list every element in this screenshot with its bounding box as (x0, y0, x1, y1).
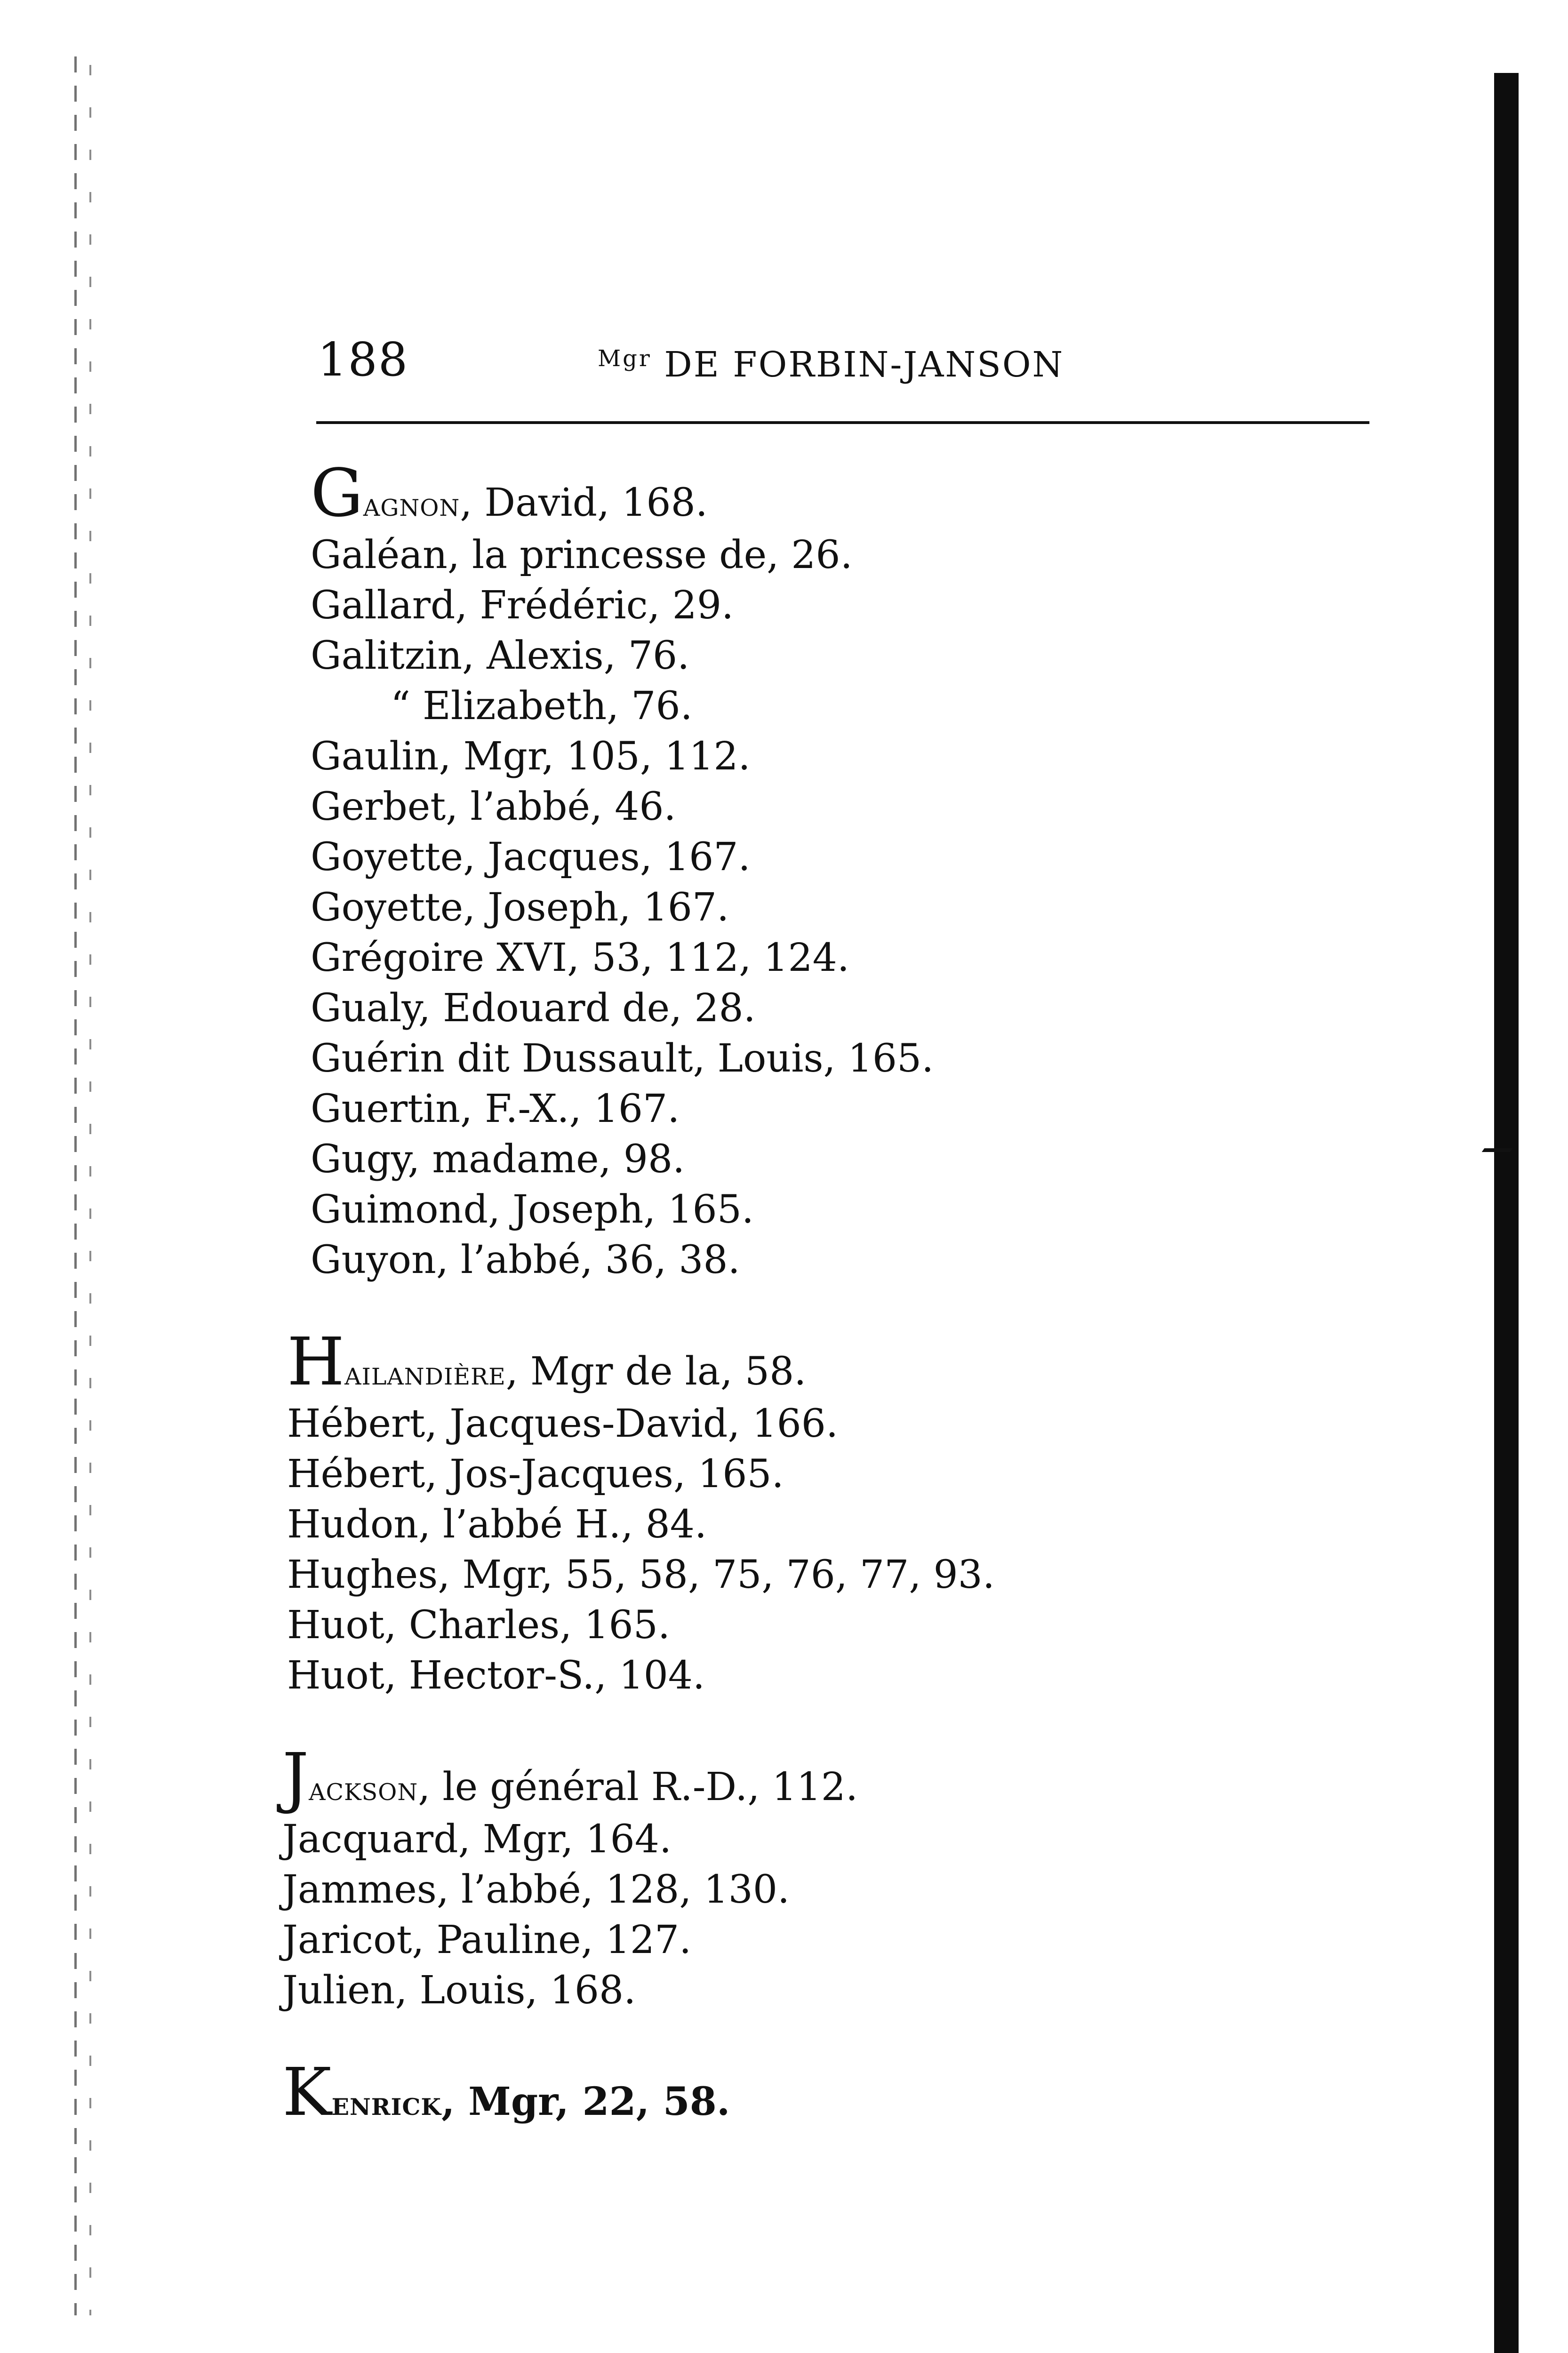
index-section-h (282, 1324, 1459, 1701)
index-entry: Guimond, Joseph, 165. (311, 1187, 754, 1232)
section-gap (282, 1701, 1459, 1753)
index-entry: Gualy, Edouard de, 28. (311, 986, 756, 1031)
index-entry: Galéan, la princesse de, 26. (311, 533, 853, 577)
section-gap (282, 1285, 1459, 1337)
section-gap (282, 2016, 1459, 2067)
index-entry: Grégoire XVI, 53, 112, 124. (311, 936, 849, 980)
index-entry: Goyette, Jacques, 167. (311, 835, 751, 880)
index-entry: Julien, Louis, 168. (282, 1968, 636, 2013)
lead-rest: , Mgr, 22, 58. (441, 2079, 730, 2124)
lead-small-caps: enrick (331, 2084, 441, 2123)
lead-small-caps: agnon (363, 485, 460, 524)
section-initial: J (282, 1739, 309, 1816)
lead-small-caps: ailandière (344, 1354, 506, 1393)
index-entry: Jacquard, Mgr, 164. (282, 1817, 672, 1862)
index-entry: Gaulin, Mgr, 105, 112. (311, 734, 751, 779)
index-entry: Galitzin, Alexis, 76. (311, 633, 690, 678)
index-entry-lead (282, 455, 1459, 532)
lead-rest: , David, 168. (460, 480, 708, 525)
running-title-text: DE FORBIN-JANSON (664, 344, 1064, 385)
index-entry: Hughes, Mgr, 55, 58, 75, 76, 77, 93. (287, 1553, 995, 1597)
index-entry: Huot, Charles, 165. (287, 1603, 670, 1648)
section-initial: H (287, 1324, 345, 1401)
index-section-j (282, 1739, 1459, 2016)
index-entry: Hébert, Jos-Jacques, 165. (287, 1452, 784, 1497)
index-section-k (282, 2054, 1459, 2131)
scan-left-edge (71, 56, 99, 2315)
index-entry: Gallard, Frédéric, 29. (311, 583, 734, 628)
index-entry: Gerbet, l’abbé, 46. (311, 784, 676, 829)
running-title (598, 344, 1064, 385)
lead-small-caps: ackson (309, 1769, 418, 1808)
scan-right-binding-shadow (1494, 73, 1519, 2353)
index-entry-continuation: “ Elizabeth, 76. (391, 684, 693, 728)
header-rule (316, 421, 1369, 424)
index-section-g (282, 455, 1459, 1285)
index-entry-lead (282, 1739, 1459, 1816)
index-entry-lead (282, 2054, 1459, 2131)
index-entry-lead (282, 1324, 1459, 1401)
page-number: 188 (318, 333, 409, 387)
section-initial: K (282, 2054, 332, 2131)
index-entry: Jammes, l’abbé, 128, 130. (282, 1867, 790, 1912)
running-title-prefix: Mgr (598, 345, 652, 372)
index-entry: Huot, Hector-S., 104. (287, 1653, 705, 1698)
index-entry: Hébert, Jacques-David, 166. (287, 1401, 839, 1446)
index-entry: Jaricot, Pauline, 127. (282, 1918, 692, 1962)
index-entry: Gugy, madame, 98. (311, 1137, 685, 1182)
lead-rest: , le général R.-D., 112. (418, 1765, 858, 1809)
index-entry: Guérin dit Dussault, Louis, 165. (311, 1036, 934, 1081)
index-entry: Guyon, l’abbé, 36, 38. (311, 1238, 740, 1282)
index-entry: Guertin, F.-X., 167. (311, 1087, 680, 1131)
index-list (282, 455, 1459, 2131)
page-header (318, 329, 1369, 391)
lead-rest: , Mgr de la, 58. (505, 1349, 807, 1394)
section-initial: G (311, 455, 363, 532)
index-entry: Hudon, l’abbé H., 84. (287, 1502, 707, 1547)
index-entry: Goyette, Joseph, 167. (311, 885, 729, 930)
